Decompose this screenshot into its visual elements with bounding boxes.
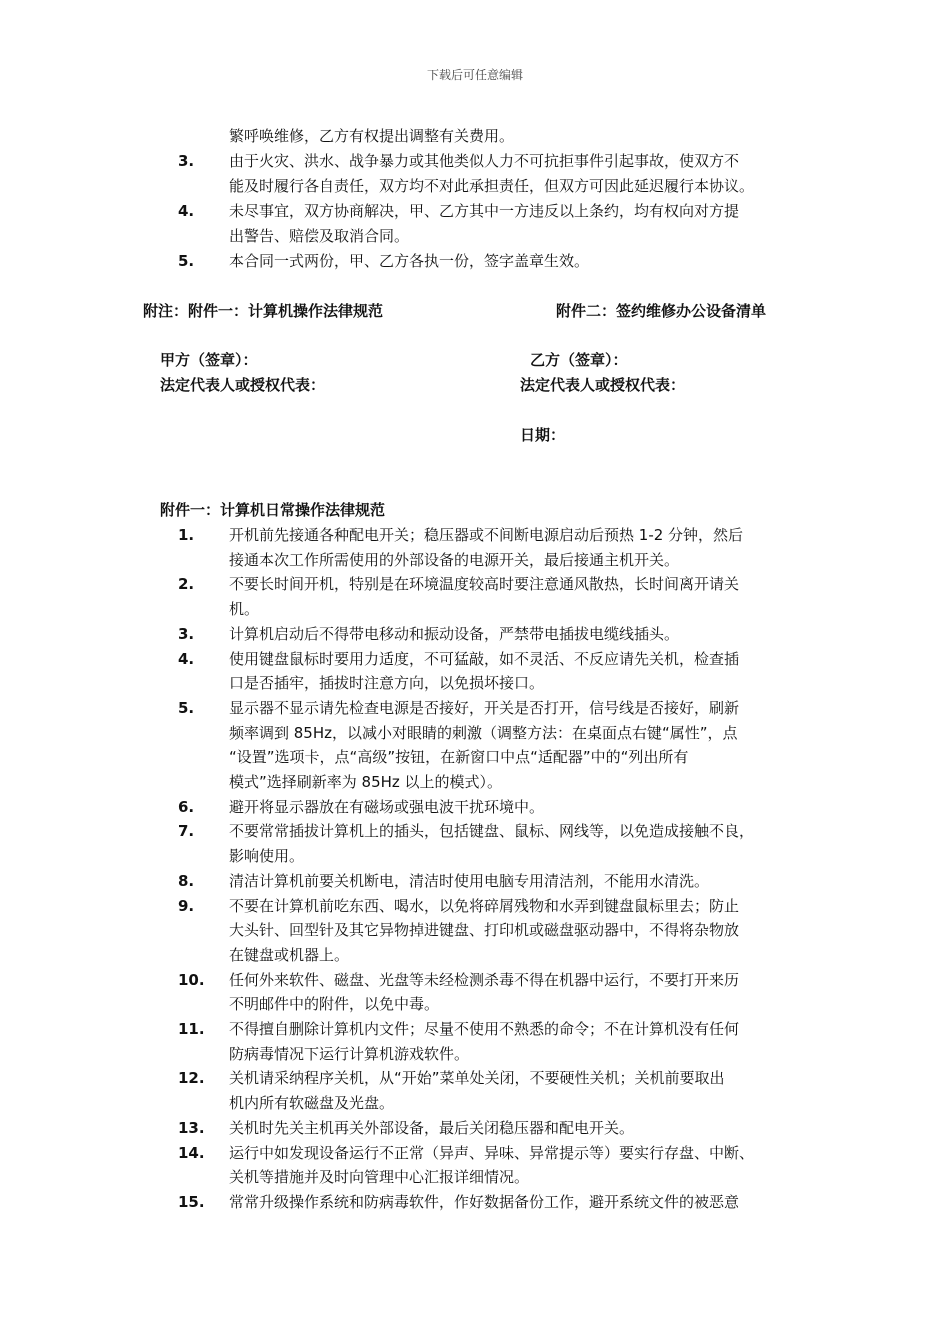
appendix-item-text: 关机请采纳程序关机，从“开始”菜单处关闭，不要硬性关机；关机前要取出 (229, 1069, 725, 1088)
appendix-item-text: “设置”选项卡，点“高级”按钮，在新窗口中点“适配器”中的“列出所有 (229, 748, 689, 767)
appendix-item-number: 6. (178, 797, 195, 816)
appendix-item-number: 12. (178, 1069, 205, 1088)
appendix-item-text: 接通本次工作所需使用的外部设备的电源开关，最后接通主机开关。 (229, 550, 680, 569)
appendix-item-text: 不要常常插拔计算机上的插头，包括键盘、鼠标、网线等，以免造成接触不良， (229, 822, 755, 841)
appendix-item-number: 2. (178, 575, 195, 594)
clause-item-text: 能及时履行各自责任，双方均不对此承担责任，但双方可因此延迟履行本协议。 (229, 177, 755, 195)
appendix-item-text: 机。 (229, 600, 260, 619)
appendix-item-text: 口是否插牢，插拔时注意方向，以免损坏接口。 (229, 674, 545, 693)
appendix-item-text: 使用键盘鼠标时要用力适度，不可猛敲，如不灵活、不反应请先关机，检查插 (229, 649, 740, 668)
party-b-signature: 乙方（签章）： (530, 351, 628, 369)
clause-item-text: 繁呼唤维修，乙方有权提出调整有关费用。 (229, 127, 515, 145)
appendix-item-number: 11. (178, 1020, 205, 1038)
appendix-item-text: 常常升级操作系统和防病毒软件，作好数据备份工作，避开系统文件的被恶意 (229, 1192, 740, 1211)
appendix-item-number: 9. (178, 896, 195, 915)
appendix-item-text: 模式”选择刷新率为 85Hz 以上的模式）。 (229, 772, 503, 791)
appendix-item-number: 4. (178, 649, 195, 668)
appendix-item-text: 影响使用。 (229, 847, 305, 866)
appendix-item-number: 15. (178, 1192, 205, 1211)
appendix-item-text: 不要在计算机前吃东西、喝水，以免将碎屑残物和水弄到键盘鼠标里去；防止 (229, 896, 740, 915)
appendix-item-text: 计算机启动后不得带电移动和振动设备，严禁带电插拔电缆线插头。 (229, 624, 680, 643)
appendix-item-number: 8. (178, 871, 195, 890)
clause-item-text: 未尽事宜，双方协商解决，甲、乙方其中一方违反以上条约，均有权向对方提 (229, 202, 740, 220)
appendix-item-text: 关机时先关主机再关外部设备，最后关闭稳压器和配电开关。 (229, 1118, 635, 1137)
appendix-item-number: 3. (178, 624, 195, 643)
appendix-item-text: 清洁计算机前要关机断电，清洁时使用电脑专用清洁剂，不能用水清洗。 (229, 871, 710, 890)
clause-item-text: 本合同一式两份，甲、乙方各执一份，签字盖章生效。 (229, 252, 590, 270)
appendix-item-number: 10. (178, 970, 205, 989)
date-label: 日期： (520, 426, 566, 444)
clause-item-number: 5. (178, 252, 195, 270)
appendix-item-text: 机内所有软磁盘及光盘。 (229, 1094, 395, 1113)
appendix-item-text: 不得擅自删除计算机内文件；尽量不使用不熟悉的命令；不在计算机没有任何 (229, 1020, 740, 1038)
note-right: 附件二：签约维修办公设备清单 (556, 302, 767, 320)
appendix-item-text: 在键盘或机器上。 (229, 945, 350, 964)
appendix-item-text: 不要长时间开机，特别是在环境温度较高时要注意通风散热，长时间离开请关 (229, 575, 740, 594)
clause-item-text: 由于火灾、洪水、战争暴力或其他类似人力不可抗拒事件引起事故，使双方不 (229, 152, 740, 170)
clause-item-number: 3. (178, 152, 195, 170)
appendix-item-number: 13. (178, 1118, 205, 1137)
appendix-item-text: 任何外来软件、磁盘、光盘等未经检测杀毒不得在机器中运行，不要打开来历 (229, 970, 740, 989)
note-left: 附注：附件一：计算机操作法律规范 (143, 302, 384, 320)
clause-item-text: 出警告、赔偿及取消合同。 (229, 227, 410, 245)
appendix-item-number: 7. (178, 822, 195, 841)
party-a-signature: 甲方（签章）： (160, 351, 258, 369)
appendix-item-number: 5. (178, 698, 195, 717)
appendix-item-text: 运行中如发现设备运行不正常（异声、异味、异常提示等）要实行存盘、中断、 (229, 1143, 755, 1162)
page-header: 下载后可任意编辑 (426, 68, 523, 82)
appendix-item-text: 大头针、回型针及其它异物掉进键盘、打印机或磁盘驱动器中，不得将杂物放 (229, 921, 740, 940)
appendix-item-text: 关机等措施并及时向管理中心汇报详细情况。 (229, 1168, 530, 1187)
appendix-item-text: 开机前先接通各种配电开关；稳压器或不间断电源启动后预热 1-2 分钟，然后 (229, 526, 744, 544)
party-b-representative: 法定代表人或授权代表： (520, 376, 686, 394)
appendix-item-number: 1. (178, 526, 195, 544)
clause-item-number: 4. (178, 202, 195, 220)
party-a-representative: 法定代表人或授权代表： (160, 376, 326, 394)
appendix-item-text: 不明邮件中的附件，以免中毒。 (229, 995, 440, 1014)
appendix-item-text: 防病毒情况下运行计算机游戏软件。 (229, 1044, 470, 1063)
appendix-item-text: 频率调到 85Hz，以减小对眼睛的刺激（调整方法：在桌面点右键“属性”，点 (229, 723, 738, 742)
appendix-title: 附件一：计算机日常操作法律规范 (160, 501, 386, 519)
appendix-item-text: 显示器不显示请先检查电源是否接好，开关是否打开，信号线是否接好，刷新 (229, 698, 740, 717)
appendix-item-text: 避开将显示器放在有磁场或强电波干扰环境中。 (229, 797, 545, 816)
appendix-item-number: 14. (178, 1143, 205, 1162)
